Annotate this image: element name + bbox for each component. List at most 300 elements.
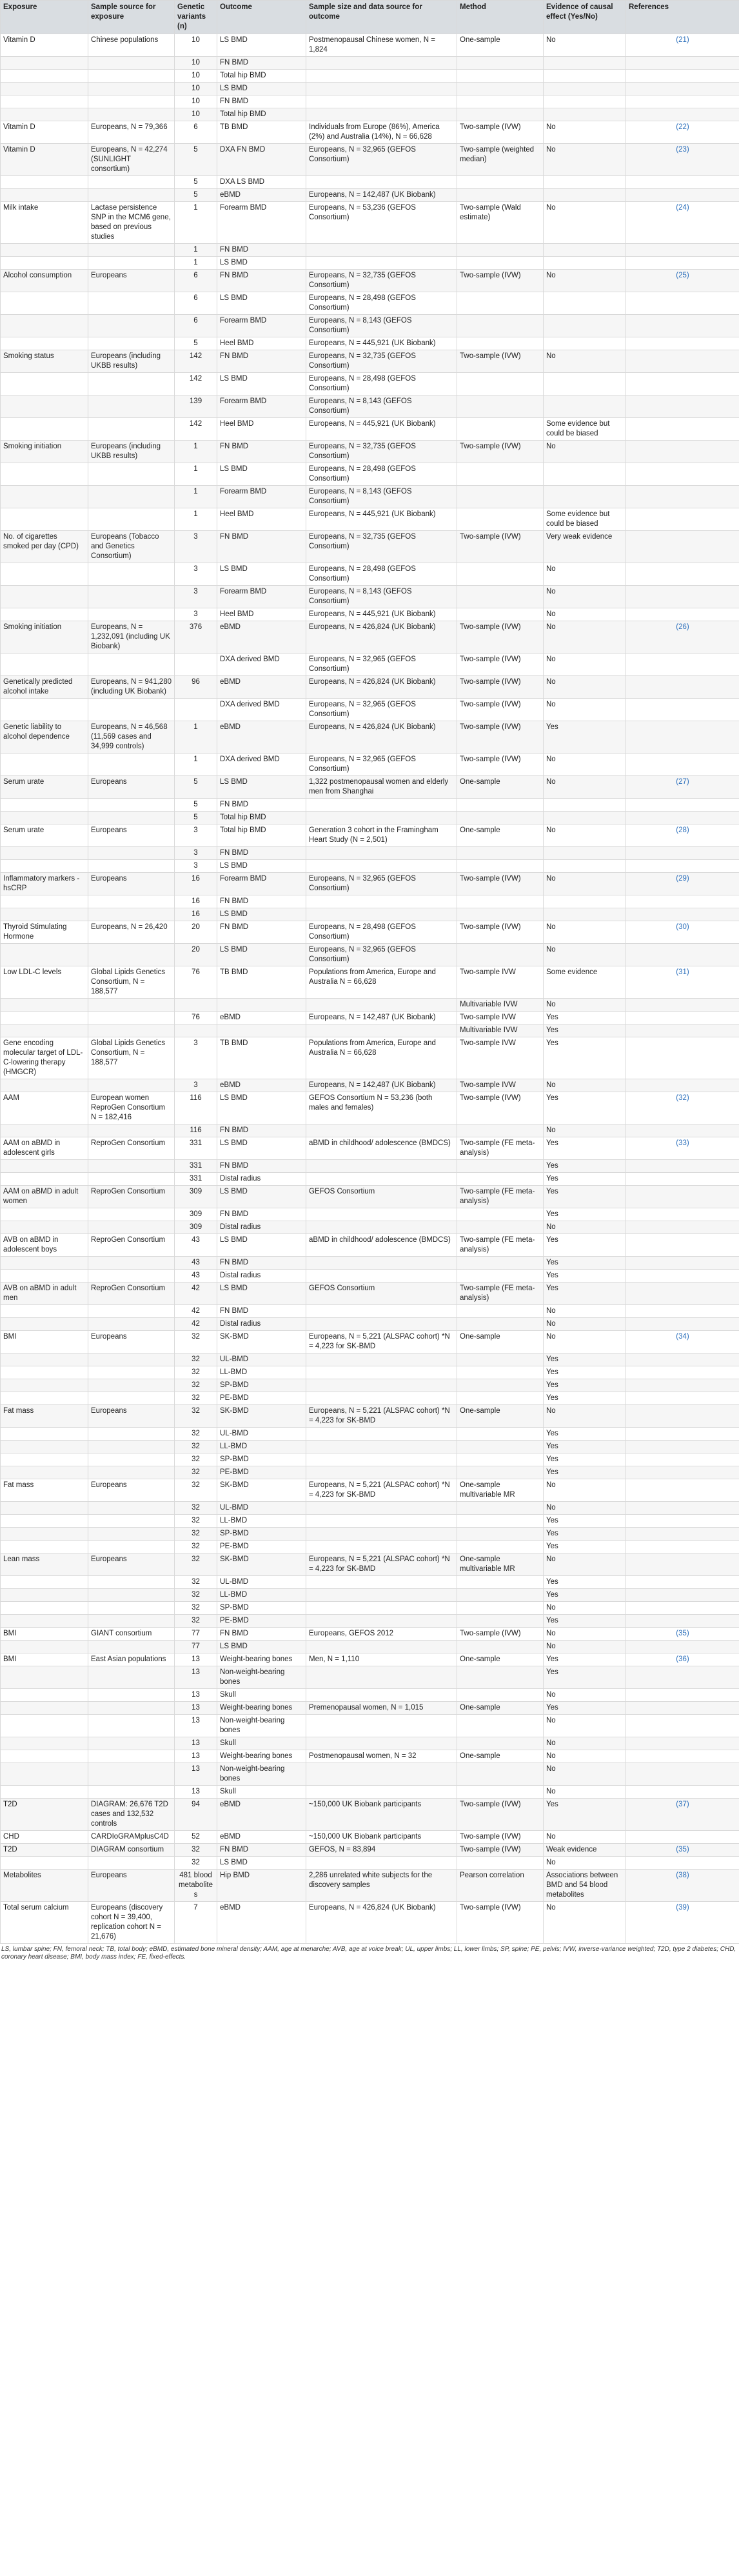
- cell-outcome-sample: [306, 1318, 457, 1331]
- cell-genetic-variants: 10: [175, 34, 217, 57]
- cell-outcome-sample: [306, 1737, 457, 1750]
- cell-method: [457, 1689, 544, 1702]
- cell-reference: [626, 908, 739, 921]
- cell-outcome-sample: [306, 57, 457, 70]
- cell-genetic-variants: 10: [175, 70, 217, 83]
- cell-method: Multivariable IVW: [457, 999, 544, 1012]
- cell-evidence: Yes: [544, 1541, 626, 1553]
- cell-reference: [626, 57, 739, 70]
- cell-method: [457, 1602, 544, 1615]
- table-row: [1, 1844, 739, 1857]
- cell-genetic-variants: 6: [175, 121, 217, 144]
- cell-sample-source: [88, 1528, 175, 1541]
- cell-evidence: [544, 847, 626, 860]
- cell-outcome: TB BMD: [217, 966, 306, 999]
- cell-genetic-variants: 32: [175, 1844, 217, 1857]
- cell-method: [457, 1305, 544, 1318]
- table-row: [1, 337, 739, 350]
- cell-outcome: SK-BMD: [217, 1405, 306, 1428]
- cell-method: [457, 395, 544, 418]
- cell-outcome: LS BMD: [217, 1137, 306, 1160]
- cell-evidence: No: [544, 1479, 626, 1502]
- cell-genetic-variants: 5: [175, 799, 217, 812]
- cell-evidence: No: [544, 1857, 626, 1870]
- cell-evidence: Yes: [544, 1160, 626, 1173]
- table-row: [1, 418, 739, 441]
- cell-outcome-sample: Europeans, N = 142,487 (UK Biobank): [306, 1079, 457, 1092]
- cell-sample-source: [88, 1515, 175, 1528]
- cell-evidence: No: [544, 676, 626, 699]
- cell-method: Two-sample (IVW): [457, 1628, 544, 1641]
- cell-method: [457, 1208, 544, 1221]
- cell-genetic-variants: 13: [175, 1666, 217, 1689]
- cell-reference[interactable]: (26): [626, 621, 739, 654]
- cell-exposure: T2D: [1, 1799, 88, 1831]
- cell-exposure: [1, 176, 88, 189]
- table-row: [1, 1186, 739, 1208]
- cell-method: [457, 1453, 544, 1466]
- cell-exposure: [1, 83, 88, 95]
- table-row: [1, 1902, 739, 1944]
- cell-outcome-sample: [306, 1428, 457, 1441]
- cell-outcome: FN BMD: [217, 1124, 306, 1137]
- cell-sample-source: [88, 486, 175, 508]
- cell-method: One-sample: [457, 34, 544, 57]
- cell-method: Two-sample (FE meta-analysis): [457, 1234, 544, 1257]
- cell-reference[interactable]: (37): [626, 1799, 739, 1831]
- cell-outcome: Non-weight-bearing bones: [217, 1715, 306, 1737]
- cell-reference: [626, 1441, 739, 1453]
- cell-sample-source: [88, 176, 175, 189]
- cell-evidence: No: [544, 608, 626, 621]
- cell-genetic-variants: 6: [175, 315, 217, 337]
- cell-sample-source: [88, 608, 175, 621]
- cell-genetic-variants: 5: [175, 189, 217, 202]
- cell-outcome: UL-BMD: [217, 1502, 306, 1515]
- header-sample-source: Sample source for exposure: [88, 1, 175, 34]
- cell-evidence: No: [544, 1124, 626, 1137]
- cell-exposure: [1, 1466, 88, 1479]
- cell-sample-source: Europeans: [88, 1553, 175, 1576]
- cell-outcome: FN BMD: [217, 270, 306, 292]
- cell-exposure: BMI: [1, 1653, 88, 1666]
- cell-exposure: Serum urate: [1, 824, 88, 847]
- cell-outcome: Weight-bearing bones: [217, 1702, 306, 1715]
- cell-outcome-sample: 2,286 unrelated white subjects for the discovery samples: [306, 1870, 457, 1902]
- cell-exposure: [1, 315, 88, 337]
- cell-evidence: No: [544, 1221, 626, 1234]
- cell-sample-source: [88, 1602, 175, 1615]
- cell-reference: [626, 1366, 739, 1379]
- cell-sample-source: [88, 1208, 175, 1221]
- cell-outcome-sample: [306, 70, 457, 83]
- cell-genetic-variants: 32: [175, 1502, 217, 1515]
- cell-exposure: [1, 699, 88, 721]
- cell-exposure: [1, 812, 88, 824]
- cell-reference: [626, 1541, 739, 1553]
- cell-exposure: [1, 1428, 88, 1441]
- cell-exposure: [1, 586, 88, 608]
- cell-outcome-sample: [306, 1576, 457, 1589]
- cell-outcome: DXA LS BMD: [217, 176, 306, 189]
- cell-reference[interactable]: (25): [626, 270, 739, 292]
- cell-exposure: [1, 1602, 88, 1615]
- table-row: [1, 176, 739, 189]
- cell-exposure: [1, 1641, 88, 1653]
- table-row: [1, 1173, 739, 1186]
- cell-reference: [626, 395, 739, 418]
- cell-outcome: UL-BMD: [217, 1428, 306, 1441]
- cell-method: [457, 1318, 544, 1331]
- cell-reference: [626, 1392, 739, 1405]
- cell-outcome-sample: ~150,000 UK Biobank participants: [306, 1799, 457, 1831]
- cell-exposure: [1, 95, 88, 108]
- cell-evidence: Yes: [544, 1186, 626, 1208]
- cell-outcome-sample: Europeans, N = 5,221 (ALSPAC cohort) *N = 4,223 for SK-BMD: [306, 1479, 457, 1502]
- table-row: [1, 966, 739, 999]
- cell-genetic-variants: 32: [175, 1528, 217, 1541]
- cell-outcome-sample: [306, 1160, 457, 1173]
- cell-reference: [626, 654, 739, 676]
- cell-evidence: [544, 95, 626, 108]
- cell-evidence: No: [544, 699, 626, 721]
- cell-outcome: FN BMD: [217, 531, 306, 563]
- cell-genetic-variants: 5: [175, 176, 217, 189]
- cell-sample-source: Global Lipids Genetics Consortium, N = 188,577: [88, 1037, 175, 1079]
- cell-method: [457, 337, 544, 350]
- cell-outcome: LS BMD: [217, 1234, 306, 1257]
- cell-method: [457, 1257, 544, 1270]
- cell-sample-source: [88, 463, 175, 486]
- cell-sample-source: [88, 1441, 175, 1453]
- cell-outcome-sample: [306, 1589, 457, 1602]
- cell-method: One-sample: [457, 1405, 544, 1428]
- cell-genetic-variants: 16: [175, 895, 217, 908]
- cell-reference: [626, 1186, 739, 1208]
- cell-method: [457, 176, 544, 189]
- header-exposure: Exposure: [1, 1, 88, 34]
- cell-genetic-variants: 32: [175, 1553, 217, 1576]
- table-row: [1, 108, 739, 121]
- cell-reference: [626, 999, 739, 1012]
- cell-outcome: eBMD: [217, 621, 306, 654]
- cell-exposure: BMI: [1, 1331, 88, 1353]
- cell-method: [457, 1528, 544, 1541]
- cell-genetic-variants: 32: [175, 1576, 217, 1589]
- cell-method: One-sample: [457, 1331, 544, 1353]
- cell-method: [457, 1641, 544, 1653]
- cell-outcome-sample: Europeans, N = 445,921 (UK Biobank): [306, 418, 457, 441]
- cell-evidence: No: [544, 1602, 626, 1615]
- cell-sample-source: [88, 908, 175, 921]
- cell-reference[interactable]: (21): [626, 34, 739, 57]
- cell-exposure: [1, 1012, 88, 1024]
- cell-sample-source: [88, 189, 175, 202]
- cell-reference[interactable]: (30): [626, 921, 739, 944]
- cell-evidence: No: [544, 921, 626, 944]
- cell-reference: [626, 1589, 739, 1602]
- cell-sample-source: [88, 1502, 175, 1515]
- cell-exposure: [1, 799, 88, 812]
- cell-sample-source: [88, 57, 175, 70]
- cell-method: [457, 1270, 544, 1283]
- cell-reference[interactable]: (35): [626, 1628, 739, 1641]
- cell-sample-source: [88, 754, 175, 776]
- cell-outcome-sample: Europeans, N = 28,498 (GEFOS Consortium): [306, 373, 457, 395]
- cell-reference[interactable]: (36): [626, 1653, 739, 1666]
- cell-method: [457, 57, 544, 70]
- cell-evidence: Yes: [544, 1353, 626, 1366]
- cell-reference: [626, 860, 739, 873]
- table-row: [1, 621, 739, 654]
- cell-method: [457, 508, 544, 531]
- cell-outcome-sample: Europeans, N = 28,498 (GEFOS Consortium): [306, 463, 457, 486]
- cell-outcome-sample: [306, 1763, 457, 1786]
- table-row: [1, 999, 739, 1012]
- cell-method: [457, 1589, 544, 1602]
- cell-method: Two-sample (FE meta-analysis): [457, 1137, 544, 1160]
- cell-method: Two-sample (FE meta-analysis): [457, 1186, 544, 1208]
- cell-reference[interactable]: (34): [626, 1331, 739, 1353]
- cell-evidence: [544, 189, 626, 202]
- cell-evidence: Some evidence but could be biased: [544, 508, 626, 531]
- cell-genetic-variants: 32: [175, 1379, 217, 1392]
- cell-outcome-sample: [306, 1666, 457, 1689]
- cell-evidence: No: [544, 1689, 626, 1702]
- cell-exposure: Vitamin D: [1, 121, 88, 144]
- cell-method: [457, 1392, 544, 1405]
- cell-reference: [626, 418, 739, 441]
- cell-reference[interactable]: (29): [626, 873, 739, 895]
- cell-outcome-sample: Europeans, N = 8,143 (GEFOS Consortium): [306, 586, 457, 608]
- cell-outcome: LS BMD: [217, 463, 306, 486]
- cell-outcome: Skull: [217, 1737, 306, 1750]
- cell-method: [457, 189, 544, 202]
- table-row: [1, 1857, 739, 1870]
- cell-reference[interactable]: (33): [626, 1137, 739, 1160]
- cell-outcome-sample: [306, 847, 457, 860]
- cell-sample-source: [88, 1666, 175, 1689]
- cell-reference: [626, 1553, 739, 1576]
- cell-reference: [626, 812, 739, 824]
- cell-sample-source: [88, 292, 175, 315]
- cell-sample-source: [88, 244, 175, 257]
- cell-reference[interactable]: (31): [626, 966, 739, 999]
- cell-outcome-sample: Europeans, N = 5,221 (ALSPAC cohort) *N = 4,223 for SK-BMD: [306, 1405, 457, 1428]
- cell-sample-source: Europeans: [88, 824, 175, 847]
- cell-evidence: No: [544, 121, 626, 144]
- cell-sample-source: [88, 1366, 175, 1379]
- cell-evidence: No: [544, 1750, 626, 1763]
- cell-genetic-variants: 3: [175, 860, 217, 873]
- cell-reference[interactable]: (23): [626, 144, 739, 176]
- cell-outcome: FN BMD: [217, 1208, 306, 1221]
- table-row: [1, 860, 739, 873]
- cell-genetic-variants: 1: [175, 754, 217, 776]
- cell-outcome-sample: [306, 1689, 457, 1702]
- cell-genetic-variants: 43: [175, 1234, 217, 1257]
- cell-method: Two-sample (IVW): [457, 270, 544, 292]
- cell-reference: [626, 1831, 739, 1844]
- cell-genetic-variants: 32: [175, 1453, 217, 1466]
- cell-reference[interactable]: (35): [626, 1844, 739, 1857]
- cell-genetic-variants: 3: [175, 608, 217, 621]
- table-row: [1, 1870, 739, 1902]
- cell-exposure: AAM: [1, 1092, 88, 1124]
- cell-outcome-sample: Europeans, N = 445,921 (UK Biobank): [306, 337, 457, 350]
- cell-outcome-sample: Europeans, N = 32,735 (GEFOS Consortium): [306, 441, 457, 463]
- cell-method: Two-sample IVW: [457, 1079, 544, 1092]
- cell-method: Two-sample (weighted median): [457, 144, 544, 176]
- cell-outcome: LS BMD: [217, 83, 306, 95]
- cell-reference[interactable]: (32): [626, 1092, 739, 1124]
- cell-evidence: No: [544, 1331, 626, 1353]
- cell-genetic-variants: 32: [175, 1366, 217, 1379]
- cell-sample-source: [88, 895, 175, 908]
- cell-method: One-sample multivariable MR: [457, 1479, 544, 1502]
- cell-exposure: AVB on aBMD in adult men: [1, 1283, 88, 1305]
- table-row: [1, 1441, 739, 1453]
- cell-sample-source: [88, 1453, 175, 1466]
- cell-method: [457, 1763, 544, 1786]
- cell-outcome: Heel BMD: [217, 418, 306, 441]
- cell-exposure: [1, 1441, 88, 1453]
- cell-outcome: SP-BMD: [217, 1528, 306, 1541]
- cell-reference[interactable]: (22): [626, 121, 739, 144]
- cell-exposure: [1, 1221, 88, 1234]
- cell-exposure: [1, 1392, 88, 1405]
- cell-outcome-sample: Postmenopausal women, N = 32: [306, 1750, 457, 1763]
- cell-evidence: No: [544, 944, 626, 966]
- cell-outcome-sample: [306, 1173, 457, 1186]
- cell-reference[interactable]: (24): [626, 202, 739, 244]
- cell-exposure: [1, 654, 88, 676]
- cell-exposure: [1, 1124, 88, 1137]
- cell-exposure: [1, 337, 88, 350]
- cell-outcome-sample: Men, N = 1,110: [306, 1653, 457, 1666]
- cell-sample-source: [88, 563, 175, 586]
- cell-outcome-sample: Europeans, N = 426,824 (UK Biobank): [306, 721, 457, 754]
- table-row: [1, 1615, 739, 1628]
- cell-method: [457, 944, 544, 966]
- cell-exposure: [1, 1763, 88, 1786]
- cell-method: Two-sample (Wald estimate): [457, 202, 544, 244]
- cell-method: [457, 244, 544, 257]
- table-row: [1, 1466, 739, 1479]
- cell-sample-source: Lactase persistence SNP in the MCM6 gene, based on previous studies: [88, 202, 175, 244]
- cell-reference: [626, 1615, 739, 1628]
- cell-method: Two-sample (IVW): [457, 699, 544, 721]
- cell-outcome: Heel BMD: [217, 337, 306, 350]
- cell-reference[interactable]: (28): [626, 824, 739, 847]
- cell-evidence: Yes: [544, 1208, 626, 1221]
- cell-outcome: LL-BMD: [217, 1515, 306, 1528]
- table-row: [1, 202, 739, 244]
- cell-genetic-variants: 331: [175, 1137, 217, 1160]
- cell-outcome-sample: [306, 799, 457, 812]
- cell-outcome-sample: [306, 257, 457, 270]
- cell-reference[interactable]: (27): [626, 776, 739, 799]
- table-row: [1, 1786, 739, 1799]
- cell-genetic-variants: 16: [175, 908, 217, 921]
- cell-reference: [626, 1037, 739, 1079]
- cell-reference: [626, 754, 739, 776]
- cell-reference[interactable]: (38): [626, 1870, 739, 1902]
- cell-genetic-variants: 116: [175, 1092, 217, 1124]
- cell-exposure: Lean mass: [1, 1553, 88, 1576]
- table-row: [1, 1515, 739, 1528]
- cell-genetic-variants: 52: [175, 1831, 217, 1844]
- cell-method: [457, 1124, 544, 1137]
- cell-exposure: [1, 999, 88, 1012]
- cell-outcome: FN BMD: [217, 847, 306, 860]
- cell-genetic-variants: 142: [175, 418, 217, 441]
- cell-sample-source: [88, 1160, 175, 1173]
- cell-genetic-variants: 42: [175, 1283, 217, 1305]
- cell-method: [457, 463, 544, 486]
- cell-outcome-sample: Europeans, N = 426,824 (UK Biobank): [306, 1902, 457, 1944]
- cell-genetic-variants: 13: [175, 1786, 217, 1799]
- cell-outcome-sample: Populations from America, Europe and Australia N = 66,628: [306, 966, 457, 999]
- cell-outcome-sample: Europeans, N = 32,965 (GEFOS Consortium): [306, 654, 457, 676]
- cell-genetic-variants: 10: [175, 57, 217, 70]
- table-row: [1, 1283, 739, 1305]
- cell-evidence: No: [544, 1715, 626, 1737]
- cell-exposure: Smoking initiation: [1, 441, 88, 463]
- cell-sample-source: Europeans (discovery cohort N = 39,400, replication cohort N = 21,676): [88, 1902, 175, 1944]
- cell-evidence: Associations between BMD and 54 blood metabolites: [544, 1870, 626, 1902]
- table-row: [1, 1763, 739, 1786]
- cell-reference: [626, 1208, 739, 1221]
- cell-reference: [626, 189, 739, 202]
- cell-method: One-sample multivariable MR: [457, 1553, 544, 1576]
- cell-genetic-variants: 5: [175, 812, 217, 824]
- cell-outcome: PE-BMD: [217, 1615, 306, 1628]
- cell-genetic-variants: 3: [175, 531, 217, 563]
- table-footnote: LS, lumbar spine; FN, femoral neck; TB, total body; eBMD, estimated bone mineral density; AAM, age at menarche; AVB, age at voice break; UL, upper limbs; LL, lower limbs; SP, spine; PE, pelvis; IVW, inverse-variance weighted; T2D, type 2 diabetes; CHD, coronary heart disease; BMI, body mass index; FE, fixed-effects.: [1, 1946, 736, 1961]
- cell-outcome-sample: GEFOS Consortium: [306, 1283, 457, 1305]
- cell-evidence: [544, 812, 626, 824]
- table-row: [1, 1453, 739, 1466]
- cell-evidence: No: [544, 754, 626, 776]
- cell-exposure: [1, 1173, 88, 1186]
- cell-reference[interactable]: (39): [626, 1902, 739, 1944]
- cell-reference: [626, 1124, 739, 1137]
- cell-exposure: [1, 1689, 88, 1702]
- cell-outcome-sample: [306, 1270, 457, 1283]
- table-row: [1, 121, 739, 144]
- cell-method: [457, 83, 544, 95]
- cell-outcome-sample: [306, 1715, 457, 1737]
- cell-exposure: [1, 1715, 88, 1737]
- cell-outcome: LS BMD: [217, 1641, 306, 1653]
- cell-genetic-variants: 32: [175, 1441, 217, 1453]
- cell-outcome: UL-BMD: [217, 1576, 306, 1589]
- cell-genetic-variants: 5: [175, 776, 217, 799]
- cell-outcome: FN BMD: [217, 57, 306, 70]
- cell-outcome: LS BMD: [217, 1092, 306, 1124]
- cell-method: [457, 1515, 544, 1528]
- cell-evidence: No: [544, 1786, 626, 1799]
- cell-genetic-variants: 77: [175, 1628, 217, 1641]
- cell-outcome-sample: Europeans, N = 426,824 (UK Biobank): [306, 621, 457, 654]
- cell-genetic-variants: 32: [175, 1331, 217, 1353]
- cell-sample-source: [88, 1615, 175, 1628]
- cell-evidence: Yes: [544, 1283, 626, 1305]
- cell-outcome-sample: ~150,000 UK Biobank participants: [306, 1831, 457, 1844]
- cell-exposure: [1, 754, 88, 776]
- cell-genetic-variants: 6: [175, 270, 217, 292]
